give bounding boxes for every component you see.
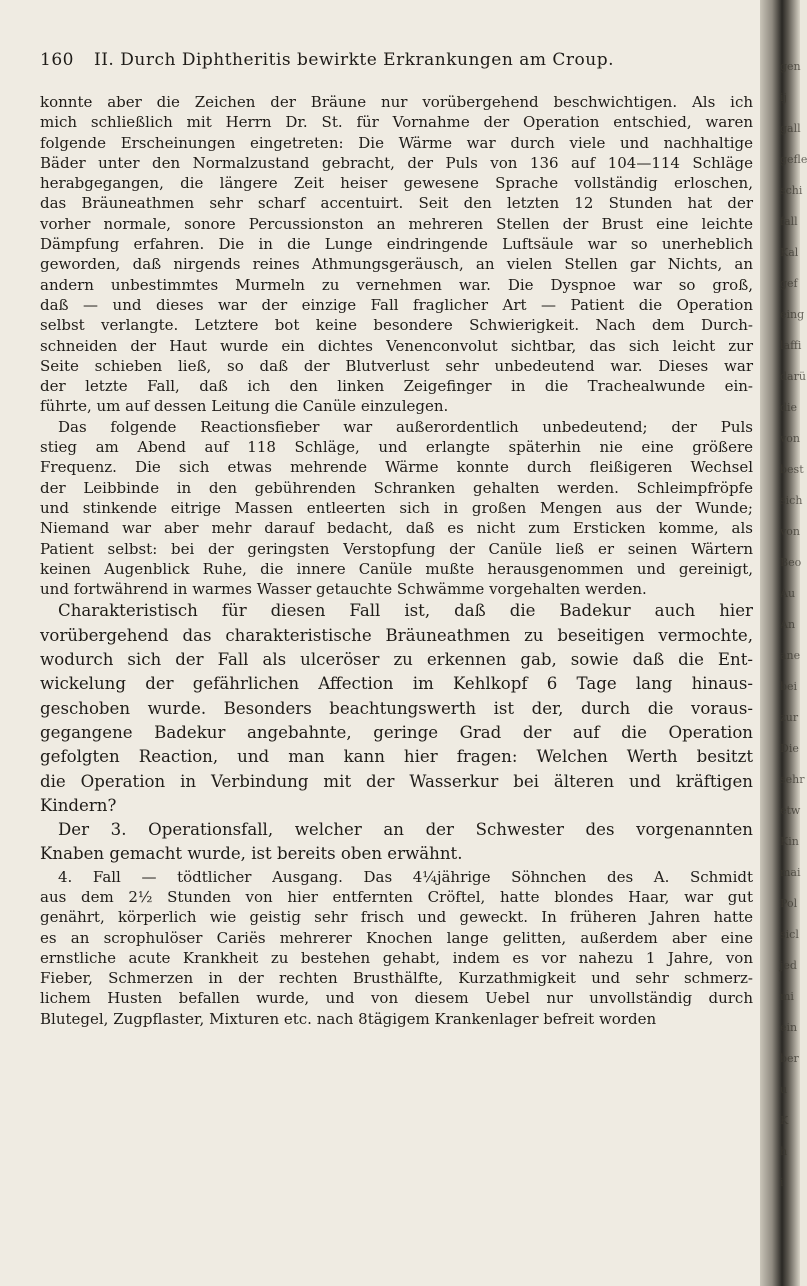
text-line: und fortwährend in warmes Wasser getauchte Schwämme vorgehalten werden. [40,580,647,599]
text-line: 4. Fall — tödtlicher Ausgang. Das 4¼jährige Söhnchen des A. Schmidt [58,867,753,886]
bleed-fragment: best [780,463,804,476]
text-line: vorübergehend das charakteristische Bräuneathmen zu beseitigen vermochte, [40,625,753,645]
text-line: Bäder unter den Normalzustand gebracht, der Puls von 136 auf 104—114 Schläge [40,153,753,172]
bleed-fragment: eing [780,308,805,321]
bleed-fragment: sehr [780,773,805,786]
paragraph [40,417,753,600]
text-line: Seite schieben ließ, so daß der Blutverlust sehr unbedeutend war. Dieses war [40,356,753,375]
text-line: es an scrophulöser Cariës mehrerer Knochen lange gelitten, außerdem aber eine [40,928,753,947]
bleed-fragment: zur [780,711,799,724]
running-title: II. Durch Diphtheritis bewirkte Erkrankungen am Croup. [94,50,614,70]
text-line: mich schließlich mit Herrn Dr. St. für Vornahme der Operation entschied, waren [40,113,753,132]
text-line: konnte aber die Zeichen der Bräune nur vorübergehend beschwichtigen. Als ich [40,93,753,111]
bleed-fragment: darü [780,370,806,383]
text-line: die Operation in Verbindung mit der Wasserkur bei älteren und kräftigen [40,771,753,791]
paragraph [40,599,753,818]
bleed-fragment: schi [780,184,803,197]
text-line: vorher normale, sonore Percussionston an mehreren Stellen der Brust eine leichte [40,214,753,233]
bleed-fragment: mai [780,866,801,879]
bleed-fragment: gef [780,277,798,290]
text-line: lichem Husten befallen wurde, und von diesem Uebel nur unvollständig durch [40,989,753,1008]
text-line: wodurch sich der Fall als ulceröser zu erkennen gab, sowie daß die Ent- [40,650,753,670]
bleed-fragment: ane [780,649,801,662]
text-line: und stinkende eitrige Massen entleerten sich in großen Mengen aus der Wunde; [40,498,753,517]
bleed-fragment: ber [780,1052,799,1065]
text-line: schneiden der Haut wurde ein dichtes Venenconvolut sichtbar, das sich leicht zur [40,336,753,355]
text-line: selbst verlangte. Letztere bot keine besondere Schwierigkeit. Nach dem Durch- [40,316,753,335]
bleed-fragment: K [780,1114,789,1127]
bleed-fragment: An [780,618,796,631]
text-line: gegangene Badekur angebahnte, geringe Grad der auf die Operation [40,722,753,742]
bleed-fragment: fall [780,215,798,228]
bleed-fragment: gefle [780,153,807,166]
text-line: Patient selbst: bei der geringsten Verstopfung der Canüle ließ er seinen Wärtern [40,539,753,558]
bleed-fragment: gen [780,60,801,73]
text-line: aus dem 2½ Stunden von hier entfernten Cröftel, hatte blondes Haar, war gut [40,887,753,906]
page-number: 160 [40,50,74,70]
text-line: geschoben wurde. Besonders beachtungswerth ist der, durch die voraus- [40,698,753,718]
bleed-fragment: Pol [780,897,798,910]
text-line: der Leibbinde in den gebührenden Schranken gehalten werden. Schleimpfröpfe [40,478,753,497]
text-line: wickelung der gefährlichen Affection im Kehlkopf 6 Tage lang hinaus- [40,674,753,694]
text-line: Frequenz. Die sich etwas mehrende Wärme konnte durch fleißigeren Wechsel [40,458,753,477]
text-line: Das folgende Reactionsfieber war außerordentlich unbedeutend; der Puls [58,417,753,436]
text-line: das Bräuneathmen sehr scharf accentuirt. Seit den letzten 12 Stunden hat der [40,194,753,213]
bleed-fragment: mi [780,990,794,1003]
text-line: Dämpfung erfahren. Die in die Lunge eindringende Luftsäule war so unerheblich [40,235,753,254]
bleed-fragment: laffi [780,339,802,352]
bleed-fragment: ij [780,91,787,104]
text-line: keinen Augenblick Ruhe, die innere Canüle mußte herausgenommen und gereinigt, [40,559,753,578]
paragraph [40,818,753,867]
bleed-fragment: gall [780,122,801,135]
bleed-fragment: etw [780,804,801,817]
bleed-fragment: Die [780,742,799,755]
text-line: gefolgten Reaction, und man kann hier fragen: Welchen Werth besitzt [40,747,753,767]
text-line: der letzte Fall, daß ich den linken Zeigefinger in die Trachealwunde ein- [40,377,753,396]
facing-page-bleed [778,60,807,1220]
text-line: Der 3. Operationsfall, welcher an der Schwester des vorgenannten [58,820,753,840]
bleed-fragment: h [780,1145,788,1158]
bleed-fragment: die [780,401,798,414]
bleed-fragment: u [780,1083,788,1096]
bleed-fragment: von [780,432,800,445]
bleed-fragment: Beo [780,556,802,569]
bleed-fragment: ein [780,1021,798,1034]
bleed-fragment: jed [780,959,797,972]
text-line: Charakteristisch für diesen Fall ist, daß die Badekur auch hier [58,601,753,621]
text-line: Fieber, Schmerzen in der rechten Brusthälfte, Kurzathmigkeit und sehr schmerz- [40,969,753,988]
text-line: folgende Erscheinungen eingetreten: Die Wärme war durch viele und nachhaltige [40,133,753,152]
page-header [40,50,740,80]
bleed-fragment: sich [780,494,803,507]
text-line: genährt, körperlich wie geistig sehr frisch und geweckt. In früheren Jahren hatte [40,908,753,927]
text-line: daß — und dieses war der einzige Fall fraglicher Art — Patient die Operation [40,295,753,314]
text-line: Niemand war aber mehr darauf bedacht, daß es nicht zum Ersticken komme, als [40,519,753,538]
text-line: führte, um auf dessen Leitung die Canüle einzulegen. [40,397,449,416]
paragraph [40,867,753,1029]
text-line: andern unbestimmtes Murmeln zu vernehmen war. Die Dyspnoe war so groß, [40,275,753,294]
text-line: stieg am Abend auf 118 Schläge, und erlangte späterhin nie eine größere [40,438,753,457]
body-text [40,92,753,1029]
text-line: Knaben gemacht wurde, ist bereits oben erwähnt. [40,844,463,864]
bleed-fragment: Au [780,587,796,600]
bleed-fragment: sicl [780,928,799,941]
bleed-fragment: von [780,525,800,538]
bleed-fragment: i [780,1176,784,1189]
text-line: Blutegel, Zugpflaster, Mixturen etc. nach 8tägigem Krankenlager befreit worden [40,1009,657,1028]
text-line: geworden, daß nirgends reines Athmungsgeräusch, an vielen Stellen gar Nichts, an [40,255,753,274]
bleed-fragment: Kal [780,246,799,259]
text-line: Kindern? [40,795,117,815]
bleed-fragment: bei [780,680,798,693]
bleed-fragment: Kin [780,835,799,848]
paragraph [40,92,753,417]
text-line: herabgegangen, die längere Zeit heiser gewesene Sprache vollständig erloschen, [40,174,753,193]
text-line: ernstliche acute Krankheit zu bestehen gehabt, indem es vor nahezu 1 Jahre, von [40,948,753,967]
